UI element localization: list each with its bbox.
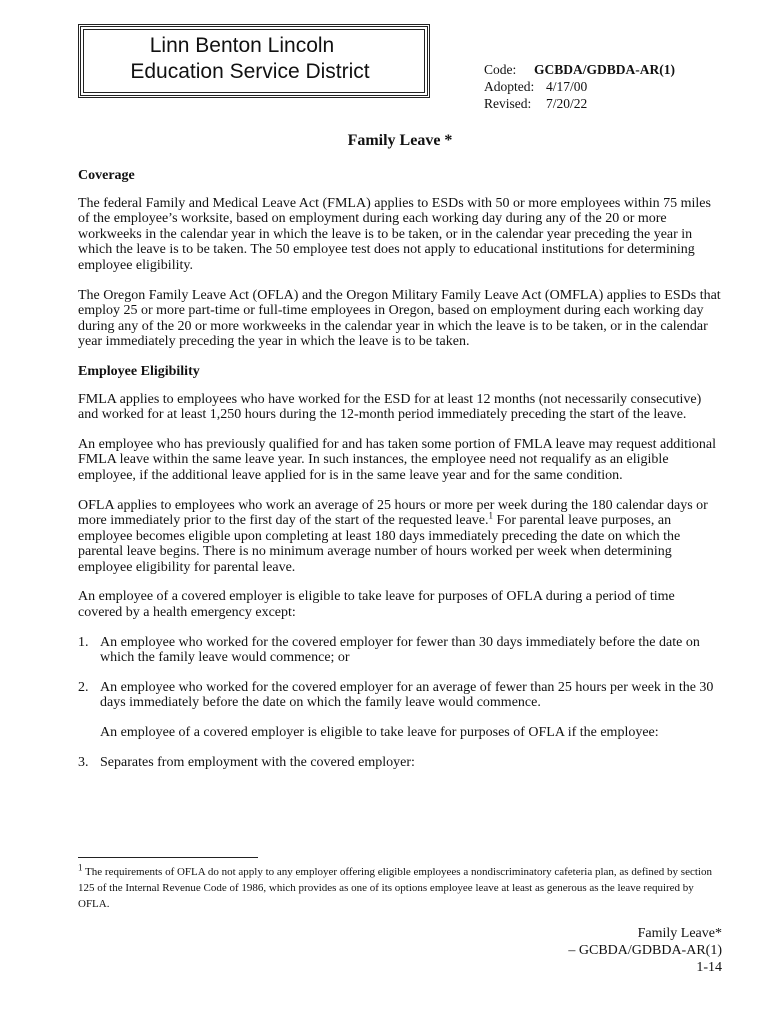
revised-value: 7/20/22: [546, 96, 588, 111]
eligibility-paragraph-2: An employee who has previously qualified for and has taken some portion of FMLA leave may request additional FMLA leave within the same leave year. In such instances, the employee need not requalify as an eligible employee, if the additional leave applied for is in the same leave year and for the same condition.: [78, 436, 717, 483]
document-title: Family Leave *: [347, 132, 453, 149]
list-item-number: 2.: [78, 679, 89, 695]
coverage-heading: Coverage: [78, 168, 135, 183]
coverage-paragraph-1: The federal Family and Medical Leave Act (FMLA) applies to ESDs with 50 or more employees within 75 miles of the employee’s worksite, based on employment during each working day during any of the 20 or more workweeks in the calendar year in which the leave is to be taken, or in the calendar year preceding the year in which the leave is to be taken. The 50 employee test does not apply to educational institutions for determining employee eligibility.: [78, 195, 711, 273]
list-item-number: 1.: [78, 634, 89, 650]
code-value: GCBDA/GDBDA-AR(1): [534, 62, 675, 77]
footer-title: Family Leave*: [637, 926, 722, 941]
adopted-value: 4/17/00: [546, 79, 588, 94]
code-label: Code:: [484, 62, 517, 77]
eligibility-paragraph-3-part-a: OFLA applies to employees who work an average of 25 hours or more per week during the 180 calendar days or more immediately prior to the first day of the start of the requested leave.: [78, 497, 708, 529]
coverage-paragraph-2: The Oregon Family Leave Act (OFLA) and the Oregon Military Family Leave Act (OMFLA) applies to ESDs that employ 25 or more part-time or full-time employees in Oregon, based on employment during each working day during any of the 20 or more workweeks in the calendar year in which the leave is to be taken, or in the calendar year immediately preceding the year in which the leave is to be taken.: [78, 287, 721, 350]
page-footer: [568, 925, 722, 976]
footnote-mark: 1: [78, 862, 83, 873]
org-name-line1: Linn Benton Lincoln: [149, 34, 335, 57]
org-name-line2: Education Service District: [130, 60, 370, 83]
policy-metadata: [484, 61, 675, 112]
indented-paragraph: An employee of a covered employer is eligible to take leave for purposes of OFLA if the employee:: [100, 725, 659, 741]
footer-code: – GCBDA/GDBDA-AR(1): [568, 943, 722, 958]
adopted-label: Adopted:: [484, 79, 535, 94]
eligibility-paragraph-3-part-b: For parental leave purposes, an employee becomes eligible upon completing at least 180 days immediately preceding the date on which the parental leave begins. There is no minimum average number of hours worked per week when determining employee eligibility for parental leave.: [78, 513, 681, 575]
eligibility-paragraph-3: [78, 498, 722, 576]
document-body: [78, 168, 722, 784]
list-item-text: Separates from employment with the covered employer:: [100, 754, 415, 770]
list-item-number: 3.: [78, 754, 89, 770]
eligibility-heading: Employee Eligibility: [78, 363, 200, 379]
footnote: [78, 864, 718, 912]
list-item: [78, 680, 722, 711]
eligibility-paragraph-1: FMLA applies to employees who have worked for the ESD for at least 12 months (not necessarily consecutive) and worked for at least 1,250 hours during the 12-month period immediately preceding the start of the leave.: [78, 391, 702, 423]
list-item: [78, 635, 722, 666]
revised-label: Revised:: [484, 96, 532, 111]
eligibility-paragraph-4: An employee of a covered employer is eligible to take leave for purposes of OFLA during a period of time covered by a health emergency except:: [78, 589, 675, 621]
page-number: 1-14: [696, 960, 722, 975]
organization-logo-box: [78, 24, 430, 98]
list-item-text: An employee who worked for the covered employer for an average of fewer than 25 hours per week in the 30 days immediately before the date on which the family leave would commence.: [100, 679, 714, 711]
footnote-text: The requirements of OFLA do not apply to any employer offering eligible employees a nondiscriminatory cafeteria plan, as defined by section 125 of the Internal Revenue Code of 1986, which provides as one of its options employee leave at least as generous as the leave required by OFLA.: [78, 866, 712, 910]
list-item-text: An employee who worked for the covered employer for fewer than 30 days immediately before the date on which the family leave would commence; or: [100, 634, 700, 666]
footnote-reference: 1: [488, 510, 494, 521]
footnote-divider: [78, 857, 258, 858]
list-item: [78, 755, 722, 771]
